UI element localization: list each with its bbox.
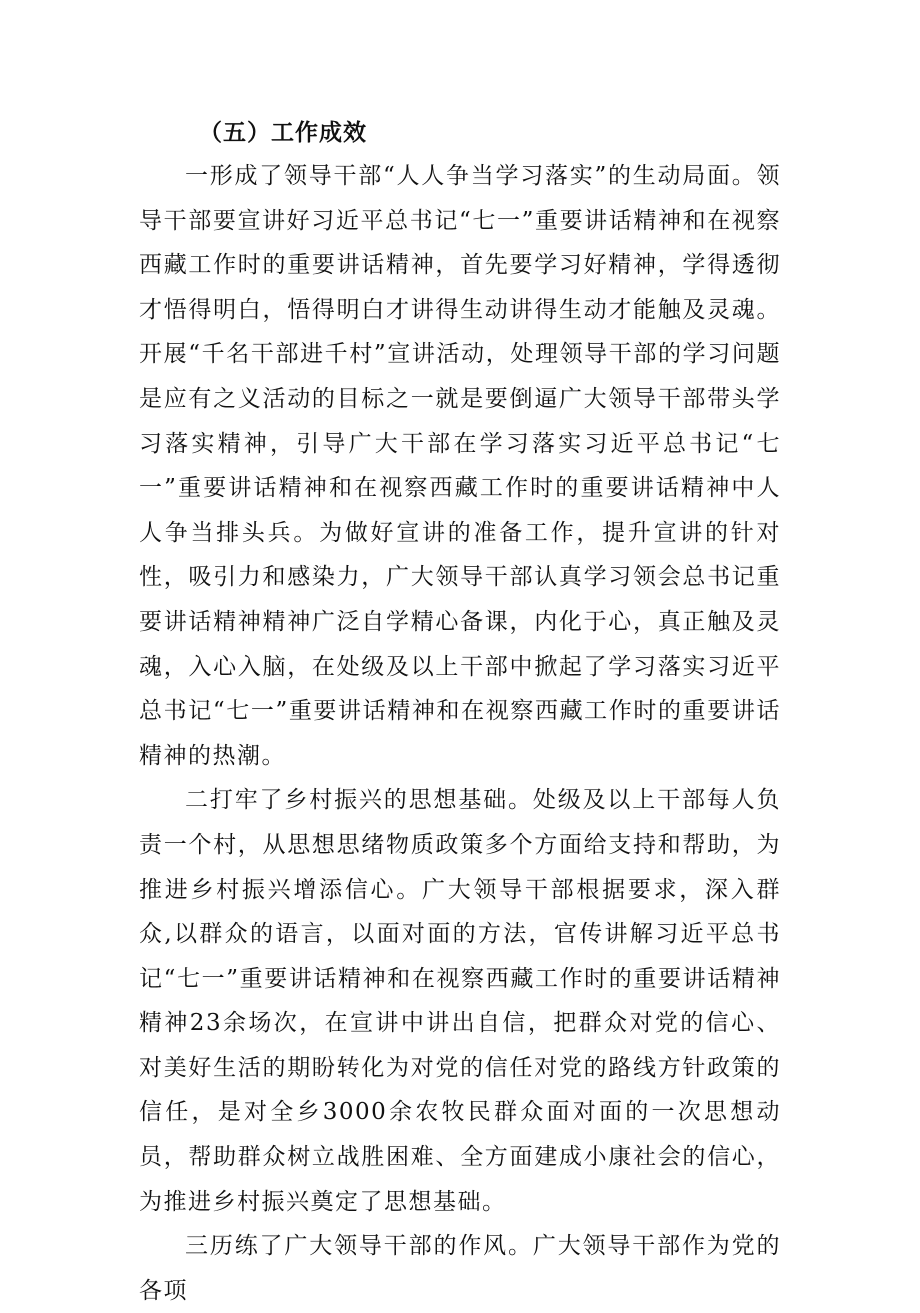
paragraph-achievement-3: 三历练了广大领导干部的作风。广大领导干部作为党的各项: [139, 1233, 781, 1304]
document-body: [139, 112, 781, 1313]
section-heading: （五）工作成效: [199, 120, 367, 146]
paragraph-achievement-2: 二打牢了乡村振兴的思想基础。处级及以上干部每人负责一个村，从思想思绪物质政策多个方面给支持和帮助，为推进乡村振兴增添信心。广大领导干部根据要求，深入群众,以群众的语言，以面对面的方法，官传讲解习近平总书记“七一”重要讲话精神和在视察西藏工作时的重要讲话精神精神23余场次，在宣讲中讲出自信，把群众对党的信心、对美好生活的期盼转化为对党的信任对党的路线方针政策的信任，是对全乡3000余农牧民群众面对面的一次思想动员，帮助群众树立战胜困难、全方面建成小康社会的信心，为推进乡村振兴奠定了思想基础。: [139, 787, 781, 1215]
paragraph-achievement-1: 一形成了领导干部“人人争当学习落实”的生动局面。领导干部要宣讲好习近平总书记“七一”重要讲话精神和在视察西藏工作时的重要讲话精神，首先要学习好精神，学得透彻才悟得明白，悟得明白才讲得生动讲得生动才能触及灵魂。开展“千名干部进千村”宣讲活动，处理领导干部的学习问题是应有之义活动的目标之一就是要倒逼广大领导干部带头学习落实精神，引导广大干部在学习落实习近平总书记“七一”重要讲话精神和在视察西藏工作时的重要讲话精神中人人争当排头兵。为做好宣讲的准备工作，提升宣讲的针对性，吸引力和感染力，广大领导干部认真学习领会总书记重要讲话精神精神广泛自学精心备课，内化于心，真正触及灵魂，入心入脑，在处级及以上干部中掀起了学习落实习近平总书记“七一”重要讲话精神和在视察西藏工作时的重要讲话精神的热潮。: [139, 163, 781, 769]
